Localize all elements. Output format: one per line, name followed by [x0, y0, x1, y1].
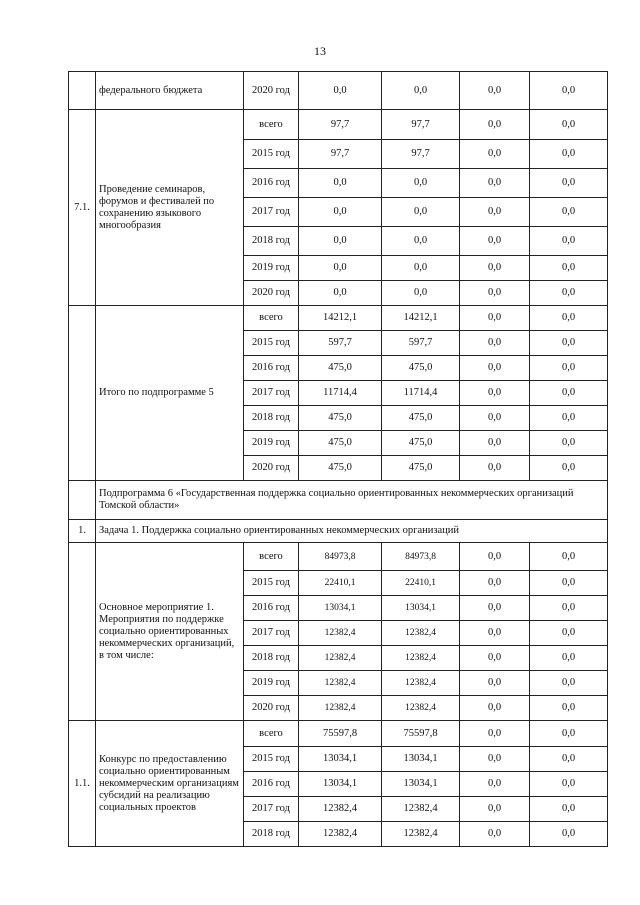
section-title: Задача 1. Поддержка социально ориентированных некоммерческих организаций: [96, 520, 608, 543]
value-cell: 12382,4: [382, 621, 460, 646]
value-cell: 12382,4: [382, 671, 460, 696]
value-cell: 12382,4: [382, 646, 460, 671]
value-cell: 13034,1: [299, 772, 382, 797]
value-cell: 0,0: [460, 140, 530, 169]
table-body: [69, 72, 608, 847]
activity-name: федерального бюджета: [96, 72, 244, 110]
section-row: [69, 481, 608, 520]
activity-name: Проведение семинаров, форумов и фестивалей по сохранению языкового многообразия: [96, 110, 244, 306]
value-cell: 75597,8: [382, 721, 460, 747]
year-cell: 2015 год: [244, 331, 299, 356]
year-cell: 2016 год: [244, 169, 299, 198]
activity-name: Основное мероприятие 1. Мероприятия по поддержке социально ориентированных некоммерческих организаций, в том числе:: [96, 543, 244, 721]
activity-name: Конкурс по предоставлению социально ориентированным некоммерческим организациям субсидий на реализацию социальных проектов: [96, 721, 244, 847]
value-cell: 12382,4: [299, 797, 382, 822]
value-cell: 12382,4: [382, 822, 460, 847]
value-cell: 0,0: [460, 671, 530, 696]
value-cell: 0,0: [460, 696, 530, 721]
year-cell: 2020 год: [244, 696, 299, 721]
value-cell: 84973,8: [299, 543, 382, 571]
value-cell: 0,0: [530, 772, 608, 797]
value-cell: 0,0: [530, 646, 608, 671]
value-cell: 0,0: [530, 198, 608, 227]
value-cell: 0,0: [530, 797, 608, 822]
value-cell: 13034,1: [382, 596, 460, 621]
value-cell: 0,0: [460, 169, 530, 198]
value-cell: 0,0: [530, 356, 608, 381]
value-cell: 0,0: [299, 281, 382, 306]
year-cell: 2017 год: [244, 621, 299, 646]
value-cell: 475,0: [299, 356, 382, 381]
value-cell: 0,0: [530, 696, 608, 721]
table-row: [69, 72, 608, 110]
value-cell: 0,0: [530, 822, 608, 847]
table-row: [69, 543, 608, 571]
year-cell: 2018 год: [244, 822, 299, 847]
value-cell: 0,0: [530, 747, 608, 772]
row-index: 7.1.: [69, 110, 96, 306]
value-cell: 0,0: [460, 72, 530, 110]
section-row: [69, 520, 608, 543]
value-cell: 12382,4: [299, 646, 382, 671]
year-cell: 2020 год: [244, 281, 299, 306]
value-cell: 0,0: [460, 110, 530, 140]
value-cell: 0,0: [382, 72, 460, 110]
table-row: [69, 721, 608, 747]
row-index: [69, 72, 96, 110]
year-cell: 2017 год: [244, 797, 299, 822]
value-cell: 0,0: [530, 431, 608, 456]
year-cell: 2015 год: [244, 747, 299, 772]
value-cell: 0,0: [530, 671, 608, 696]
value-cell: 0,0: [530, 596, 608, 621]
value-cell: 0,0: [299, 72, 382, 110]
budget-table: [68, 71, 608, 847]
value-cell: 12382,4: [382, 797, 460, 822]
value-cell: 12382,4: [299, 621, 382, 646]
year-cell: 2015 год: [244, 571, 299, 596]
row-index: [69, 306, 96, 481]
value-cell: 13034,1: [299, 596, 382, 621]
value-cell: 0,0: [530, 169, 608, 198]
value-cell: 0,0: [530, 621, 608, 646]
value-cell: 0,0: [460, 543, 530, 571]
value-cell: 0,0: [460, 721, 530, 747]
value-cell: 597,7: [299, 331, 382, 356]
value-cell: 0,0: [460, 456, 530, 481]
value-cell: 0,0: [460, 621, 530, 646]
value-cell: 0,0: [460, 306, 530, 331]
value-cell: 75597,8: [299, 721, 382, 747]
year-cell: 2018 год: [244, 406, 299, 431]
value-cell: 0,0: [460, 227, 530, 256]
year-cell: всего: [244, 306, 299, 331]
value-cell: 475,0: [299, 406, 382, 431]
table-row: [69, 110, 608, 140]
value-cell: 0,0: [460, 596, 530, 621]
value-cell: 0,0: [382, 281, 460, 306]
value-cell: 12382,4: [299, 822, 382, 847]
value-cell: 0,0: [382, 198, 460, 227]
row-index: 1.1.: [69, 721, 96, 847]
value-cell: 22410,1: [382, 571, 460, 596]
value-cell: 0,0: [382, 169, 460, 198]
page-number: 13: [314, 44, 326, 58]
value-cell: 0,0: [460, 797, 530, 822]
activity-name: Итого по подпрограмме 5: [96, 306, 244, 481]
value-cell: 0,0: [530, 227, 608, 256]
value-cell: 0,0: [530, 406, 608, 431]
value-cell: 0,0: [530, 140, 608, 169]
year-cell: 2019 год: [244, 256, 299, 281]
value-cell: 0,0: [382, 256, 460, 281]
year-cell: 2018 год: [244, 227, 299, 256]
value-cell: 597,7: [382, 331, 460, 356]
value-cell: 475,0: [299, 431, 382, 456]
value-cell: 12382,4: [382, 696, 460, 721]
value-cell: 14212,1: [299, 306, 382, 331]
value-cell: 0,0: [460, 198, 530, 227]
value-cell: 0,0: [460, 822, 530, 847]
section-title: Подпрограмма 6 «Государственная поддержка социально ориентированных некоммерческих организаций Томской области»: [96, 481, 608, 520]
value-cell: 22410,1: [299, 571, 382, 596]
value-cell: 13034,1: [299, 747, 382, 772]
value-cell: 0,0: [530, 281, 608, 306]
value-cell: 0,0: [460, 256, 530, 281]
value-cell: 475,0: [382, 431, 460, 456]
value-cell: 0,0: [460, 356, 530, 381]
value-cell: 0,0: [460, 281, 530, 306]
value-cell: 0,0: [460, 772, 530, 797]
value-cell: 13034,1: [382, 772, 460, 797]
year-cell: 2016 год: [244, 772, 299, 797]
year-cell: всего: [244, 543, 299, 571]
year-cell: всего: [244, 110, 299, 140]
value-cell: 0,0: [460, 331, 530, 356]
year-cell: всего: [244, 721, 299, 747]
value-cell: 0,0: [460, 406, 530, 431]
row-index: [69, 481, 96, 520]
year-cell: 2016 год: [244, 356, 299, 381]
value-cell: 0,0: [460, 747, 530, 772]
value-cell: 97,7: [382, 110, 460, 140]
value-cell: 0,0: [530, 543, 608, 571]
value-cell: 12382,4: [299, 671, 382, 696]
value-cell: 0,0: [530, 72, 608, 110]
year-cell: 2020 год: [244, 72, 299, 110]
value-cell: 13034,1: [382, 747, 460, 772]
value-cell: 0,0: [460, 646, 530, 671]
value-cell: 475,0: [299, 456, 382, 481]
year-cell: 2020 год: [244, 456, 299, 481]
value-cell: 0,0: [530, 256, 608, 281]
year-cell: 2017 год: [244, 198, 299, 227]
value-cell: 0,0: [460, 381, 530, 406]
value-cell: 97,7: [299, 110, 382, 140]
value-cell: 12382,4: [299, 696, 382, 721]
value-cell: 0,0: [530, 110, 608, 140]
value-cell: 0,0: [460, 571, 530, 596]
value-cell: 0,0: [530, 456, 608, 481]
value-cell: 97,7: [382, 140, 460, 169]
year-cell: 2019 год: [244, 671, 299, 696]
year-cell: 2015 год: [244, 140, 299, 169]
value-cell: 0,0: [530, 571, 608, 596]
value-cell: 97,7: [299, 140, 382, 169]
value-cell: 0,0: [299, 169, 382, 198]
value-cell: 0,0: [530, 381, 608, 406]
value-cell: 0,0: [299, 256, 382, 281]
value-cell: 0,0: [382, 227, 460, 256]
year-cell: 2018 год: [244, 646, 299, 671]
value-cell: 0,0: [530, 306, 608, 331]
value-cell: 11714,4: [299, 381, 382, 406]
value-cell: 11714,4: [382, 381, 460, 406]
value-cell: 0,0: [299, 198, 382, 227]
row-index: 1.: [69, 520, 96, 543]
value-cell: 0,0: [530, 331, 608, 356]
table-row: [69, 306, 608, 331]
value-cell: 0,0: [530, 721, 608, 747]
value-cell: 475,0: [382, 406, 460, 431]
value-cell: 0,0: [460, 431, 530, 456]
value-cell: 475,0: [382, 456, 460, 481]
value-cell: 14212,1: [382, 306, 460, 331]
value-cell: 0,0: [299, 227, 382, 256]
value-cell: 475,0: [382, 356, 460, 381]
year-cell: 2016 год: [244, 596, 299, 621]
row-index: [69, 543, 96, 721]
year-cell: 2017 год: [244, 381, 299, 406]
year-cell: 2019 год: [244, 431, 299, 456]
value-cell: 84973,8: [382, 543, 460, 571]
